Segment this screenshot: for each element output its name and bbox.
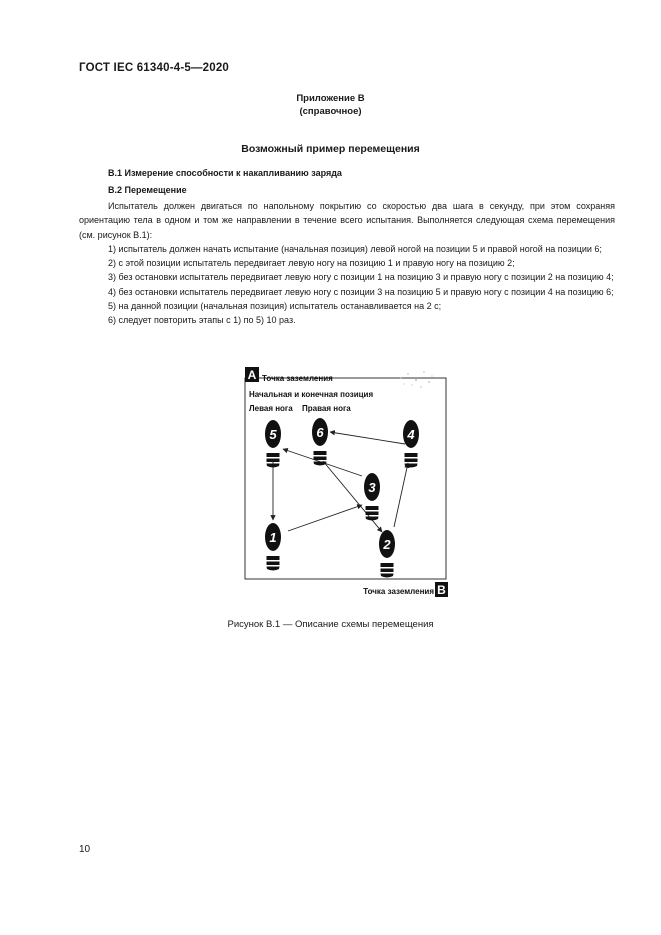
arrow-4-to-6	[330, 432, 405, 444]
section-b1-heading: В.1 Измерение способности к накапливанию заряда	[108, 168, 342, 178]
paragraph-step-6: 6) следует повторить этапы с 1) по 5) 10 раз.	[108, 315, 296, 326]
grounding-point-top-label: Точка заземления	[262, 374, 333, 383]
paragraph-step-5: 5) на данной позиции (начальная позиция) испытатель останавливается на 2 с;	[108, 301, 442, 312]
page-number: 10	[79, 844, 91, 855]
svg-text:2: 2	[383, 537, 391, 552]
left-foot-label: Левая нога	[249, 404, 293, 413]
svg-text:3: 3	[368, 480, 376, 495]
section-b2-heading: В.2 Перемещение	[108, 185, 187, 195]
start-position-label: Начальная и конечная позиция	[249, 390, 374, 399]
footprint-4	[403, 420, 419, 468]
scan-noise	[400, 371, 432, 387]
footprint-5	[265, 420, 281, 468]
figure-caption: Рисунок В.1 — Описание схемы перемещения	[227, 619, 434, 630]
svg-text:5: 5	[269, 427, 277, 442]
svg-text:6: 6	[316, 425, 324, 440]
paragraph-step-2: 2) с этой позиции испытатель передвигает левую ногу на позицию 1 и правую ногу на позицию 2;	[108, 258, 515, 269]
footprint-3	[364, 473, 380, 521]
svg-text:1: 1	[269, 530, 277, 545]
movement-arrows	[273, 432, 408, 532]
body-text	[79, 199, 615, 328]
appendix-title: Приложение В	[296, 93, 365, 104]
arrow-2-to-4	[394, 463, 408, 527]
paragraph-step-1: 1) испытатель должен начать испытание (начальная позиция) левой ногой на позиции 5 и правой ногой на позиции 6;	[108, 243, 602, 254]
paragraph-intro: Испытатель должен двигаться по напольному покрытию со скоростью два шага в секунду, при этом сохраняя ориентацию тела в одном и том же направлении в течение всего испытания. Выполняется следующая схема перемещения (см. рисунок В.1):	[79, 201, 615, 240]
corner-b-label: B	[437, 583, 446, 597]
footprint-1	[265, 523, 281, 571]
standard-code: ГОСТ IEC 61340-4-5—2020	[79, 62, 230, 74]
footprint-6	[312, 418, 328, 466]
corner-a-label: A	[247, 368, 257, 382]
page-heading: Возможный пример перемещения	[241, 143, 420, 155]
arrow-1-to-3	[288, 505, 362, 531]
grounding-point-bottom-label: Точка заземления	[363, 587, 434, 596]
paragraph-step-4: 4) без остановки испытатель передвигает левую ногу с позиции 3 на позицию 5 и правую ногу с позиции 4 на позицию 6;	[108, 286, 614, 297]
appendix-subtitle: (справочное)	[299, 106, 362, 117]
svg-text:4: 4	[407, 427, 415, 442]
right-foot-label: Правая нога	[302, 404, 351, 413]
footprint-2	[379, 530, 395, 578]
movement-diagram	[236, 360, 456, 602]
paragraph-step-3: 3) без остановки испытатель передвигает левую ногу с позиции 1 на позицию 3 и правую ногу с позиции 2 на позицию 4;	[108, 272, 614, 283]
